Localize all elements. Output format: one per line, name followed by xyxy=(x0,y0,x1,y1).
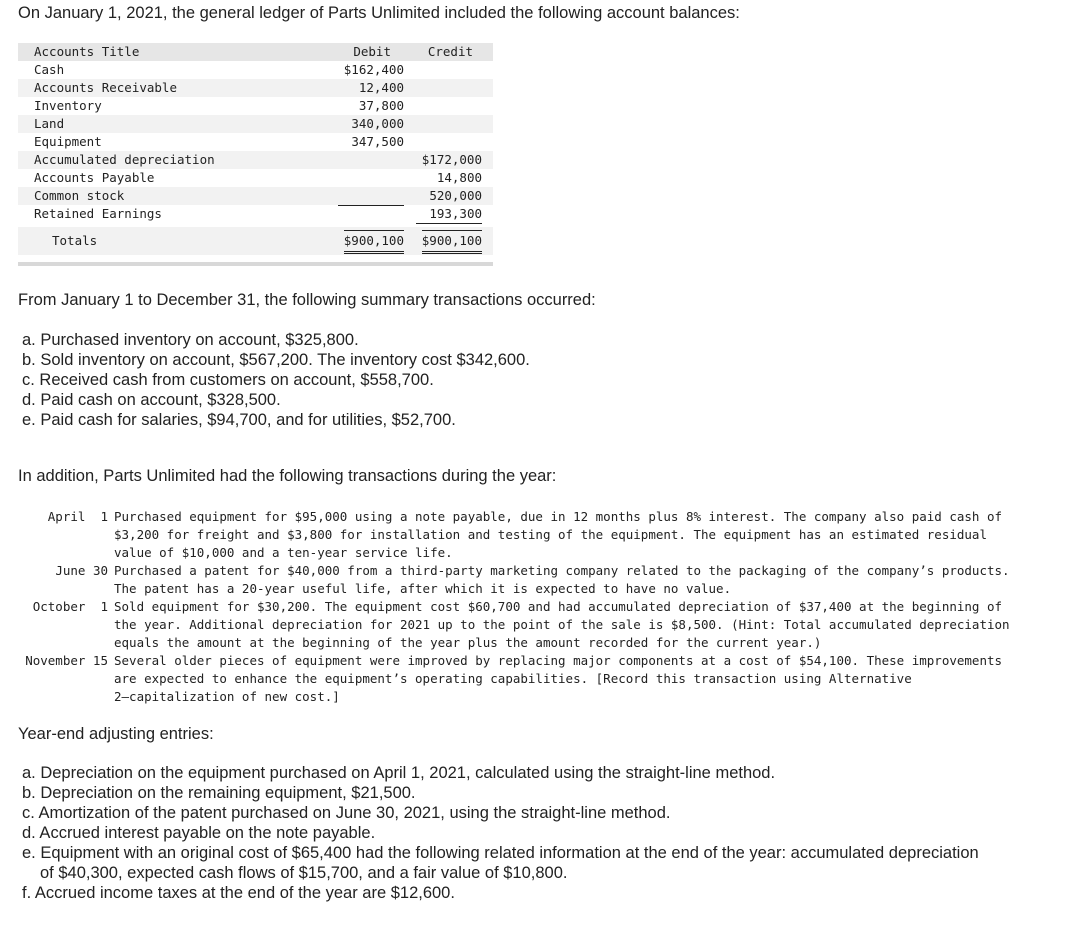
ledger-row xyxy=(18,97,493,115)
transaction-date: October 1 xyxy=(32,599,108,614)
additional-heading: In addition, Parts Unlimited had the following transactions during the year: xyxy=(18,467,557,485)
header-accounts-title: Accounts Title xyxy=(34,44,140,59)
ledger-row xyxy=(18,151,493,169)
table-bottom-bar xyxy=(18,262,493,266)
ledger-row xyxy=(18,115,493,133)
description-line: Sold equipment for $30,200. The equipment cost $60,700 and had accumulated depreciation of $37,400 at the beginning of xyxy=(114,599,1003,614)
header-credit: Credit xyxy=(427,44,473,59)
entry-line: a. Depreciation on the equipment purchased on April 1, 2021, calculated using the straight-line method. xyxy=(22,764,776,782)
account-title: Retained Earnings xyxy=(34,206,162,221)
transaction-description xyxy=(114,508,1070,562)
transaction-entry xyxy=(0,508,1088,562)
totals-label: Totals xyxy=(52,233,98,248)
credit-value: 193,300 xyxy=(416,205,482,224)
transaction-description xyxy=(114,652,1070,706)
summary-transactions-list xyxy=(22,330,530,430)
credit-value: 520,000 xyxy=(429,188,482,203)
description-line: equals the amount at the beginning of the year plus the amount recorded for the current year.) xyxy=(114,635,822,650)
description-line: Purchased a patent for $40,000 from a third-party marketing company related to the packaging of the company’s products. xyxy=(114,563,1010,578)
yearend-adjustments-list xyxy=(22,763,979,903)
adjusting-entry xyxy=(22,883,979,903)
ledger-row xyxy=(18,169,493,187)
debit-value: 340,000 xyxy=(351,116,404,131)
ledger-row xyxy=(18,61,493,79)
transaction-date: April 1 xyxy=(47,509,108,524)
adjusting-entry xyxy=(22,803,979,823)
account-title: Accounts Payable xyxy=(34,170,155,185)
credit-value: 14,800 xyxy=(436,170,482,185)
ledger-row xyxy=(18,187,493,205)
entry-line: e. Equipment with an original cost of $65,400 had the following related information at the end of the year: accumulated depreciation xyxy=(22,844,979,862)
description-line: The patent has a 20-year useful life, after which it is expected to have no value. xyxy=(114,581,732,596)
ledger-table xyxy=(18,43,493,255)
entry-line: of $40,300, expected cash flows of $15,700, and a fair value of $10,800. xyxy=(40,864,568,882)
ledger-row xyxy=(18,133,493,151)
credit-value: $172,000 xyxy=(421,152,482,167)
adjusting-entry xyxy=(22,843,979,883)
description-line: Purchased equipment for $95,000 using a note payable, due in 12 months plus 8% interest. The company also paid cash of xyxy=(114,509,1003,524)
entry-line: f. Accrued income taxes at the end of the year are $12,600. xyxy=(22,884,455,902)
totals-debit: $900,100 xyxy=(344,230,404,254)
account-title: Equipment xyxy=(34,134,102,149)
account-title: Inventory xyxy=(34,98,102,113)
description-line: value of $10,000 and a ten-year service life. xyxy=(114,545,453,560)
entry-line: c. Amortization of the patent purchased on June 30, 2021, using the straight-line method. xyxy=(22,804,671,822)
transaction-date: June 30 xyxy=(55,563,108,578)
transaction-entry xyxy=(0,652,1088,706)
description-line: Several older pieces of equipment were improved by replacing major components at a cost of $54,100. These improvements xyxy=(114,653,1003,668)
description-line: the year. Additional depreciation for 2021 up to the point of the sale is $8,500. (Hint: Total accumulated depreciation xyxy=(114,617,1010,632)
account-title: Accounts Receivable xyxy=(34,80,177,95)
yearend-heading: Year-end adjusting entries: xyxy=(18,725,214,743)
entry-line: d. Accrued interest payable on the note payable. xyxy=(22,824,376,842)
debit-value: 37,800 xyxy=(358,98,404,113)
description-line: 2—capitalization of new cost.] xyxy=(114,689,340,704)
ledger-row xyxy=(18,205,493,223)
header-debit: Debit xyxy=(353,44,391,59)
account-title: Land xyxy=(34,116,65,131)
account-title: Accumulated depreciation xyxy=(34,152,215,167)
adjusting-entry xyxy=(22,783,979,803)
ledger-row xyxy=(18,79,493,97)
summary-item: d. Paid cash on account, $328,500. xyxy=(22,391,281,409)
totals-credit: $900,100 xyxy=(422,230,482,254)
adjusting-entry xyxy=(22,763,979,783)
ledger-totals-row xyxy=(18,227,493,255)
account-title: Cash xyxy=(34,62,65,77)
intro-text: On January 1, 2021, the general ledger of Parts Unlimited included the following account balances: xyxy=(18,4,740,22)
account-title: Common stock xyxy=(34,188,125,203)
transaction-description xyxy=(114,598,1070,652)
debit-value: 347,500 xyxy=(351,134,404,149)
summary-item: a. Purchased inventory on account, $325,800. xyxy=(22,331,359,349)
adjusting-entry xyxy=(22,823,979,843)
transaction-entry xyxy=(0,562,1088,598)
debit-value: $162,400 xyxy=(343,62,404,77)
summary-item: b. Sold inventory on account, $567,200. The inventory cost $342,600. xyxy=(22,351,530,369)
additional-transactions xyxy=(0,508,1088,706)
debit-value: 12,400 xyxy=(358,80,404,95)
entry-line: b. Depreciation on the remaining equipment, $21,500. xyxy=(22,784,416,802)
transaction-date: November 15 xyxy=(25,653,108,668)
ledger-header-row xyxy=(18,43,493,61)
summary-heading: From January 1 to December 31, the following summary transactions occurred: xyxy=(18,291,596,309)
debit-value xyxy=(338,205,404,206)
transaction-description xyxy=(114,562,1070,598)
transaction-entry xyxy=(0,598,1088,652)
summary-item: e. Paid cash for salaries, $94,700, and for utilities, $52,700. xyxy=(22,411,456,429)
description-line: are expected to enhance the equipment’s operating capabilities. [Record this transaction using Alternative xyxy=(114,671,912,686)
description-line: $3,200 for freight and $3,800 for installation and testing of the equipment. The equipment has an estimated residual xyxy=(114,527,987,542)
summary-item: c. Received cash from customers on account, $558,700. xyxy=(22,371,434,389)
